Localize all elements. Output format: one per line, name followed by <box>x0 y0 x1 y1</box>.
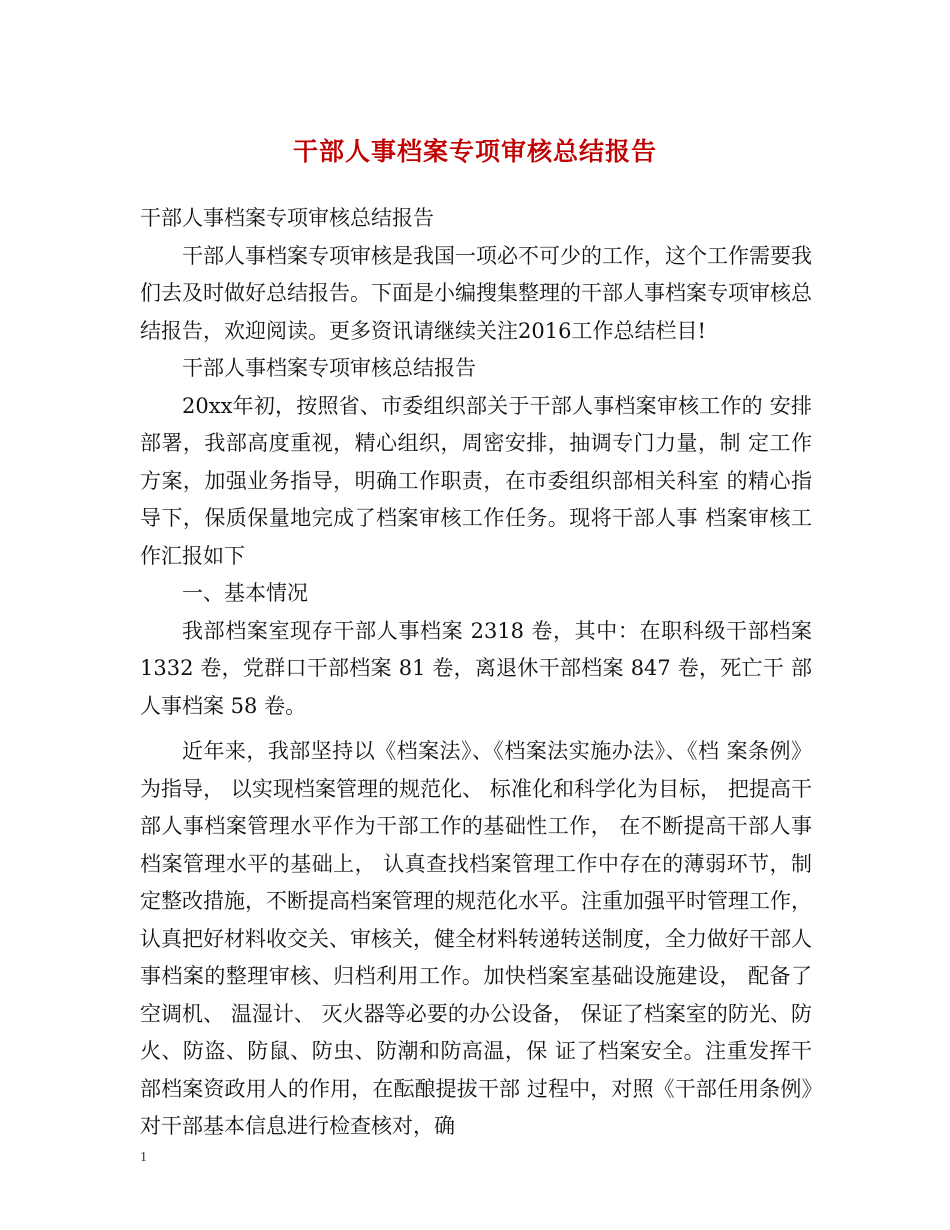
paragraph-overview: 20xx年初，按照省、市委组织部关于干部人事档案审核工作的 安排部署，我部高度重视，精心组织，周密安排，抽调专门力量，制 定工作方案，加强业务指导，明确工作职责，在市委组织部相关科室 的精心指导下，保质保量地完成了档案审核工作任务。现将干部人事 档案审核工作汇报如下 <box>140 393 812 568</box>
page-number: 1 <box>140 1150 147 1165</box>
paragraph-heading-repeat: 干部人事档案专项审核总结报告 <box>140 206 434 230</box>
document-title: 干部人事档案专项审核总结报告 <box>292 137 657 166</box>
paragraph-subtitle: 干部人事档案专项审核总结报告 <box>182 356 476 380</box>
section-heading-basic-situation: 一、基本情况 <box>182 581 308 605</box>
paragraph-management-work: 近年来，我部坚持以《档案法》、《档案法实施办法》、《档 案条例》 为指导， 以实现档案管理的规范化、 标准化和科学化为目标， 把提高干部人事档案管理水平作为干部工作的基础性工作， 在不断提高干部人事档案管理水平的基础上， 认真查找档案管理工作中存在的薄弱环节，制定整改措施，不断提高档案管理的规范化水平。注重加强平时管理工作，认真把好材料收交关、审核关，健全材料转递转送制度，全力做好干部人事档案的整理审核、归档利用工作。加快档案室基础设施建设， 配备了空调机、 温湿计、 灭火器等必要的办公设备， 保证了档案室的防光、防火、防盗、防鼠、防虫、防潮和防高温，保 证了档案安全。注重发挥干部档案资政用人的作用，在酝酿提拔干部 过程中，对照《干部任用条例》对干部基本信息进行检查核对，确 <box>140 739 812 1138</box>
paragraph-intro: 干部人事档案专项审核是我国一项必不可少的工作，这个工作需要我们去及时做好总结报告。下面是小编搜集整理的干部人事档案专项审核总结报告，欢迎阅读。更多资讯请继续关注2016工作总结栏目! <box>140 243 812 343</box>
document-body <box>140 200 812 1146</box>
paragraph-archive-counts: 我部档案室现存干部人事档案 2318 卷，其中：在职科级干部档案 1332 卷，党群口干部档案 81 卷，离退休干部档案 847 卷，死亡干 部人事档案 58 卷。 <box>140 618 812 718</box>
